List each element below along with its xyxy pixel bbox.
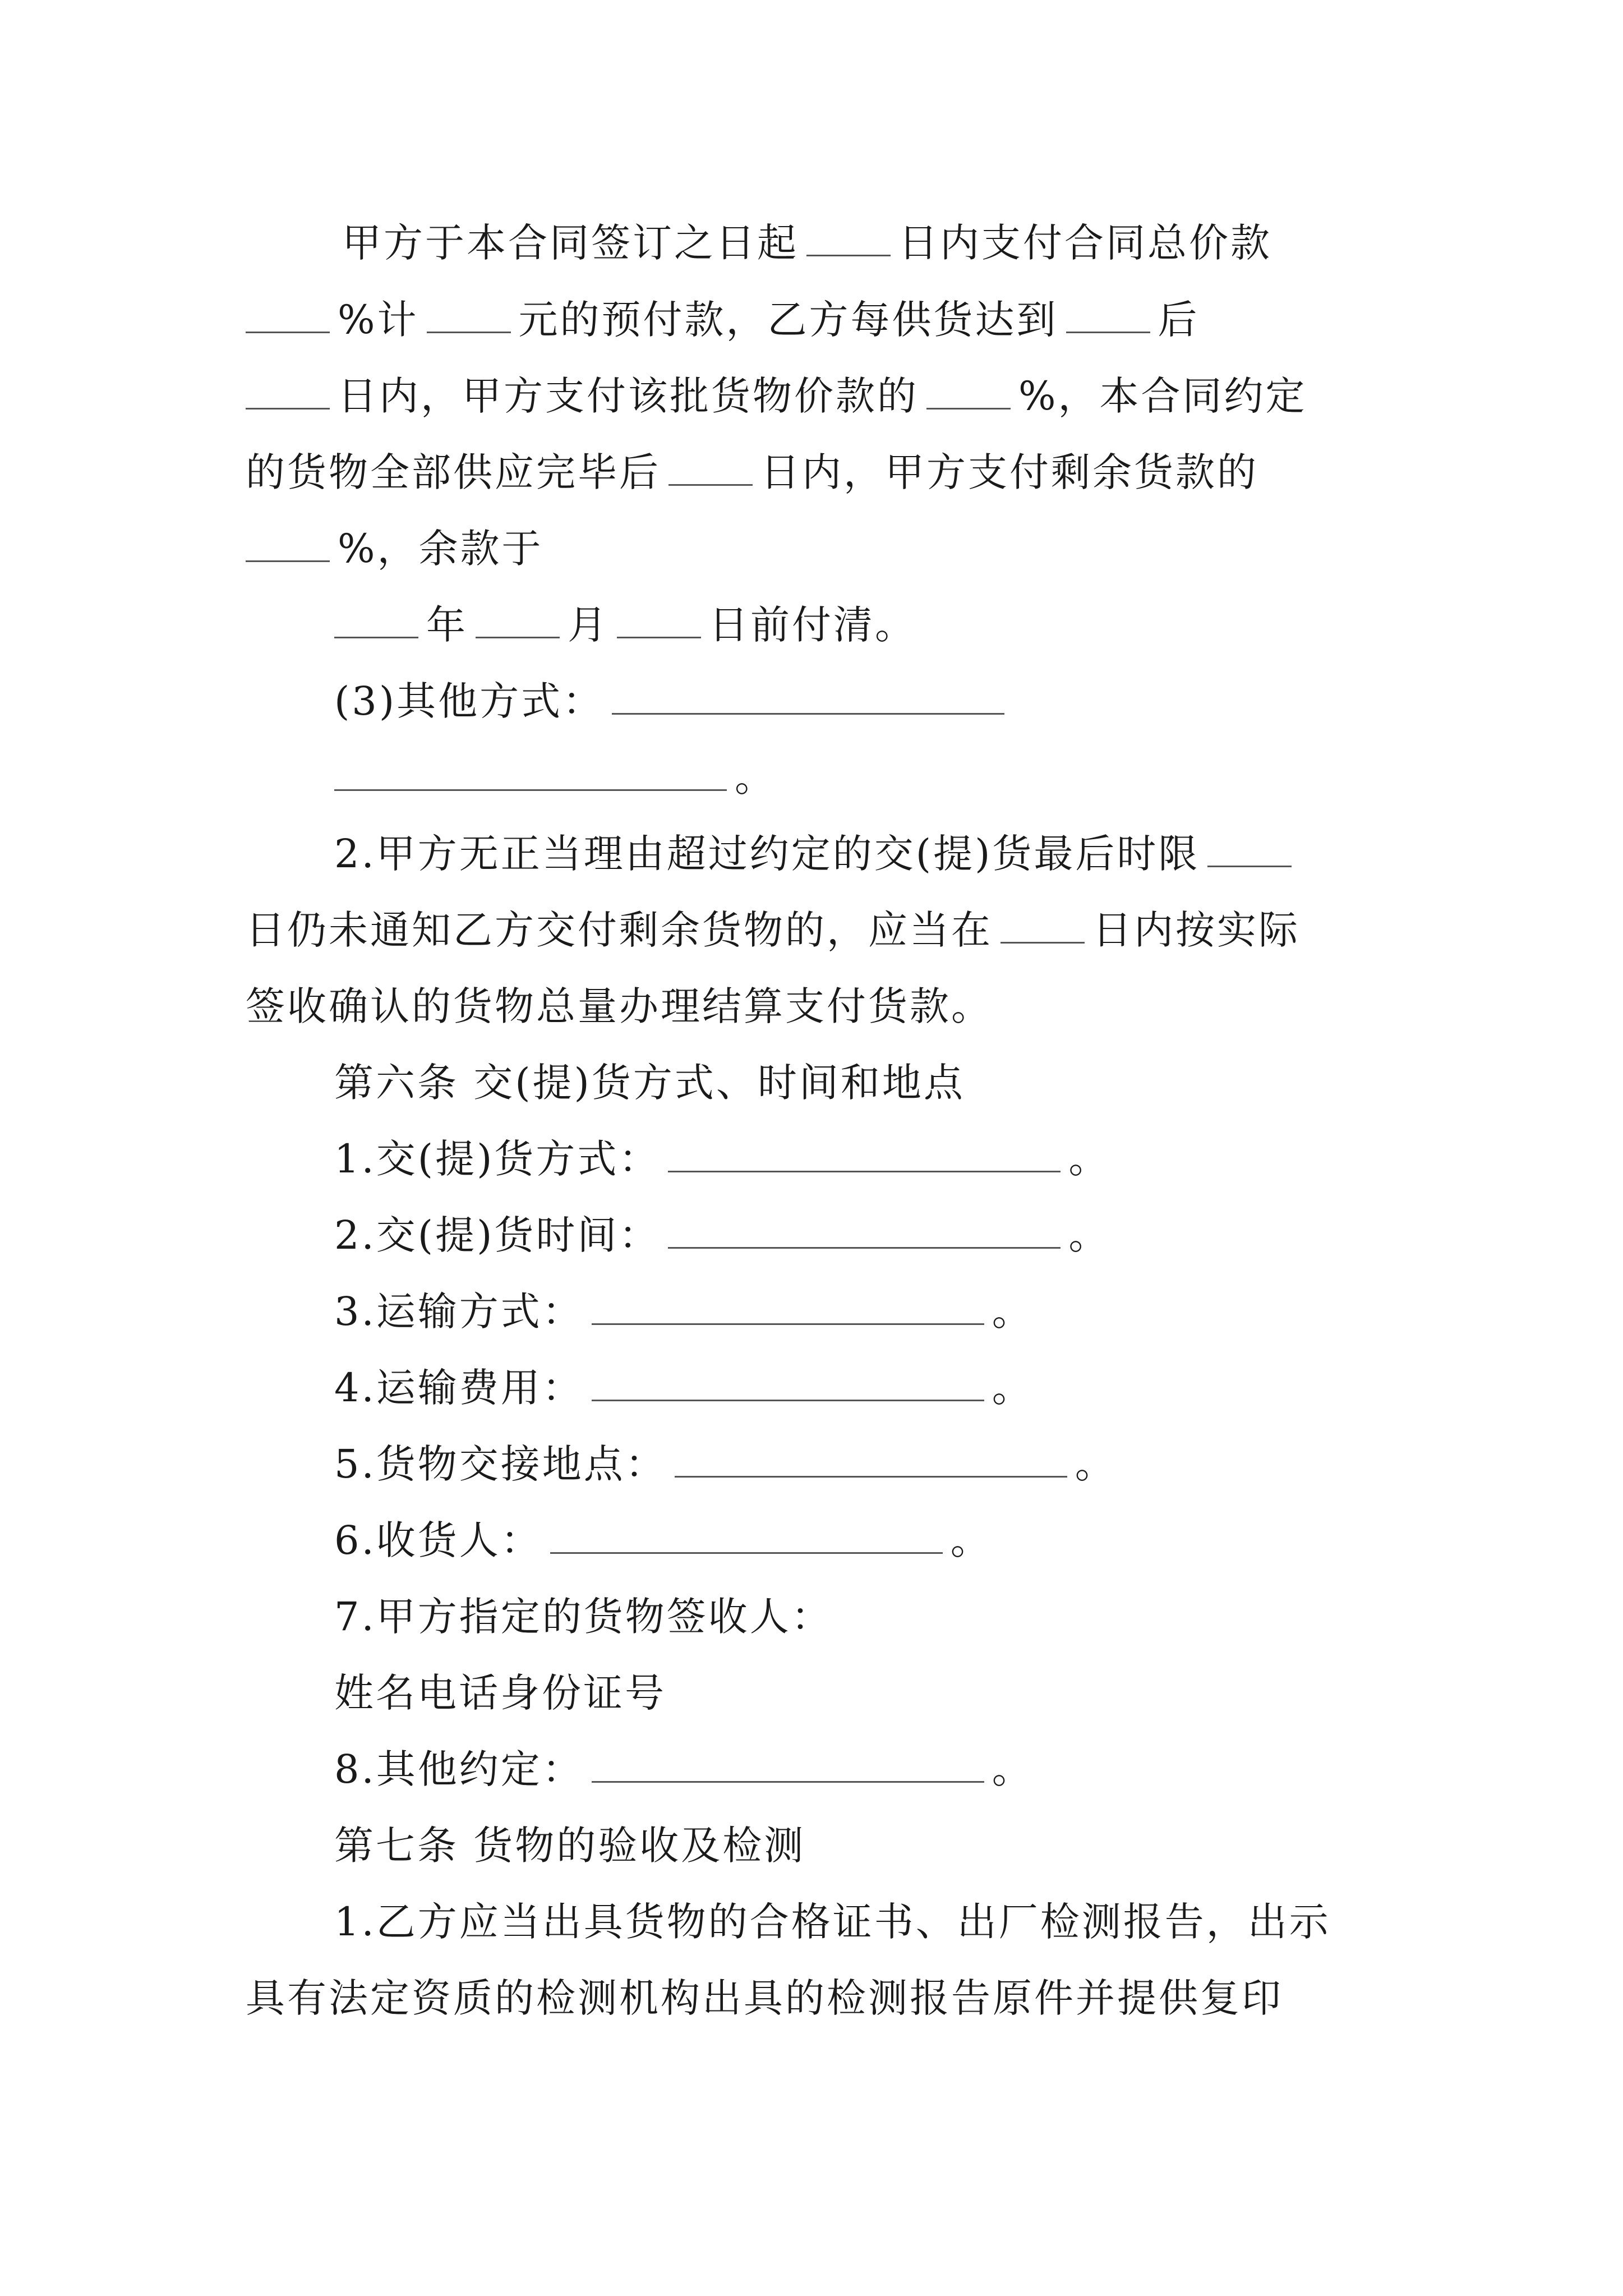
payment-line-2 [246,292,1200,348]
text: 甲方于本合同签订之日起 [342,220,799,266]
text: 日内支付合同总价款 [898,220,1272,266]
text: 月 [568,602,609,648]
text: 日前付清。 [709,602,916,648]
blank-field[interactable] [592,1367,984,1401]
article6-item-7 [334,1589,833,1645]
blank-field[interactable] [427,299,511,333]
blank-field[interactable] [246,375,330,409]
text: 。 [950,1517,992,1563]
blank-year[interactable] [334,604,418,638]
blank-field[interactable] [592,1749,984,1783]
payment-line-4 [246,444,1258,500]
p2-line-1 [334,826,1299,882]
text: 2.甲方无正当理由超过约定的交(提)货最后时限 [334,831,1200,877]
text: 元的预付款，乙方每供货达到 [518,297,1058,343]
text: 。 [1068,1136,1110,1182]
text: 日仍未通知乙方交付剩余货物的，应当在 [246,907,993,953]
text: 日内，甲方支付剩余货款的 [760,449,1258,495]
blank-field[interactable] [1207,833,1292,867]
text: 。 [1068,1212,1110,1258]
blank-field[interactable] [334,757,727,791]
article7-p1-line-1 [334,1894,1331,1950]
blank-field[interactable] [612,680,1004,715]
payment-line-3 [246,368,1307,424]
text: 年 [426,602,468,648]
text: %，本合同约定 [1018,373,1307,419]
blank-day[interactable] [617,604,701,638]
blank-field[interactable] [806,222,891,256]
article6-item-2 [334,1207,1110,1263]
p2-line-2 [246,902,1300,958]
blank-field[interactable] [592,1291,984,1325]
blank-field[interactable] [1066,299,1150,333]
text: 3.运输方式： [334,1289,584,1335]
article6-item-4 [334,1360,1034,1416]
text: 6.收货人： [334,1517,542,1563]
text: 。 [992,1289,1034,1335]
signer-fields [334,1665,666,1721]
text: 第六条 交(提)货方式、时间和地点 [334,1060,965,1106]
text: 签收确认的货物总量办理结算支付货款。 [246,983,993,1029]
blank-field[interactable] [926,375,1011,409]
text: %计 [338,297,419,343]
text: 1.乙方应当出具货物的合格证书、出厂检测报告，出示 [334,1899,1331,1945]
blank-field[interactable] [668,1138,1061,1172]
text: 。 [735,754,776,800]
blank-field[interactable] [668,452,753,486]
text: 。 [1075,1441,1117,1487]
text: 姓名电话身份证号 [334,1670,666,1716]
other-method-cont [334,749,776,806]
other-method-line [334,673,1012,729]
payment-line-5 [246,521,543,577]
text: 。 [992,1365,1034,1411]
text: 4.运输费用： [334,1365,584,1411]
text: 7.甲方指定的货物签收人： [334,1594,833,1640]
blank-field[interactable] [668,1214,1061,1249]
text: 1.交(提)货方式： [334,1136,661,1182]
article7-p1-line-2 [246,1970,1283,2026]
article6-item-5 [334,1436,1117,1492]
text: 5.货物交接地点： [334,1441,667,1487]
text: 后 [1158,297,1200,343]
payment-line-1 [342,215,1272,271]
blank-field[interactable] [246,528,330,562]
article7-title [334,1818,805,1874]
text: 日内按实际 [1092,907,1300,953]
text: 。 [992,1746,1034,1792]
text: 第七条 货物的验收及检测 [334,1823,806,1869]
blank-field[interactable] [1000,909,1085,944]
p2-line-3 [246,978,993,1034]
blank-field[interactable] [675,1443,1067,1478]
article6-item-1 [334,1131,1110,1187]
article6-item-8 [334,1741,1034,1797]
blank-field[interactable] [550,1520,943,1554]
text: 具有法定资质的检测机构出具的检测报告原件并提供复印 [246,1975,1283,2021]
text: 8.其他约定： [334,1746,584,1792]
date-line [334,597,916,653]
text: (3)其他方式： [334,678,605,724]
article6-item-6 [334,1512,992,1568]
blank-month[interactable] [476,604,560,638]
blank-field[interactable] [246,299,330,333]
text: %，余款于 [338,526,543,572]
article6-title [334,1055,965,1111]
text: 2.交(提)货时间： [334,1212,661,1258]
text: 日内，甲方支付该批货物价款的 [338,373,919,419]
article6-item-3 [334,1283,1034,1340]
text: 的货物全部供应完毕后 [246,449,661,495]
